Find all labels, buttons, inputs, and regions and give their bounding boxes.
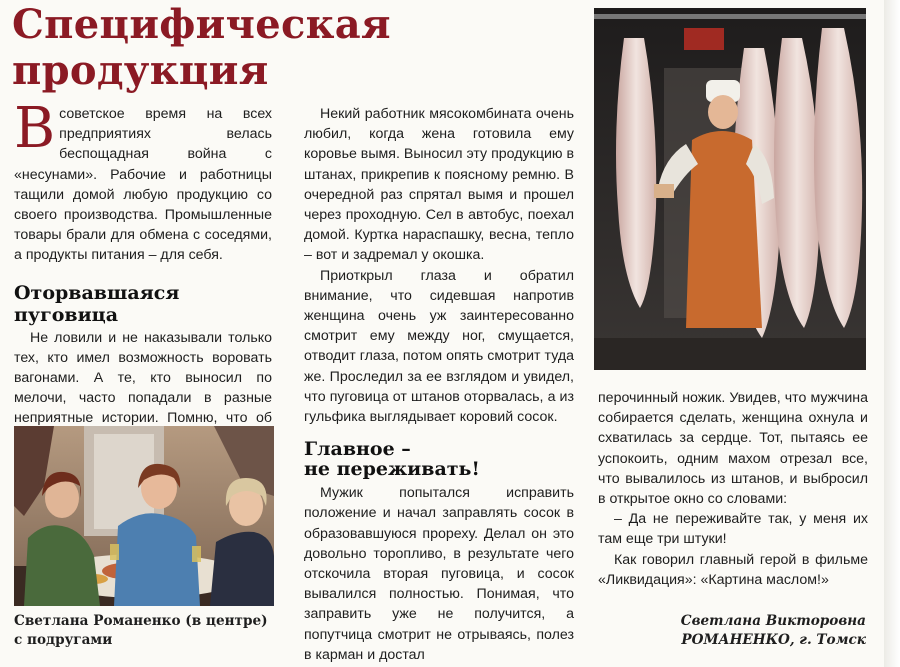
article-headline: Специфическая продукция <box>12 1 391 94</box>
drop-cap: В <box>14 96 56 161</box>
intro-paragraph <box>14 96 272 266</box>
subhead-dont-worry-line-2: не переживать! <box>304 458 480 481</box>
paragraph-woman-looks: Приоткрыл глаза и обратил внимание, что сидевшая напротив женщина очень уж заинтересованно смотрит ему между ног, смущается, отводит глаза, потом опять смотрит туда же. Проследил за ее взглядом и увидел, что пуговица от штанов оторвалась, а из гульфика выглядывает коровий сосок. <box>304 267 574 426</box>
paragraph-dont-worry-quote: – Да не переживайте так, у меня их там еще три штуки! <box>598 511 868 548</box>
caption-line-1: Светлана Романенко (в центре) <box>14 613 268 629</box>
women-photo-illustration <box>14 426 274 606</box>
photo-caption <box>14 612 274 650</box>
women-photo <box>14 426 274 606</box>
paragraph-meat-plant: Некий работник мясокомбината очень любил, когда жена готовила ему коровье вымя. Выносил эту продукцию в штанах, прикрепив к поясному ремню. В очередной раз спрятал вымя и прошел через проходную. Сел в автобус, поехал домой. Куртка нараспашку, весна, тепло – вот и задремал у окошка. <box>304 106 574 264</box>
paragraph-liquidation-quote: Как говорил главный герой в фильме «Ликвидация»: «Картина маслом!» <box>598 551 868 588</box>
page-edge <box>884 0 900 667</box>
subhead-dont-worry <box>304 439 574 479</box>
author-signature <box>598 612 866 650</box>
signature-line-1: Светлана Викторовна <box>680 613 866 629</box>
column-2 <box>304 104 574 665</box>
meat-plant-photo <box>594 8 866 370</box>
paragraph-fix-attempt: Мужик попытался исправить положение и начал заправлять сосок в образовавшуюся прореху. Делал он это довольно торопливо, в результате чего отскочила вторая пуговица, и сосок вывалился полностью. Понимая, что заправить уже не получится, а попутчица смотрит не отрываясь, полез в карман и достал <box>304 485 574 663</box>
subhead-dont-worry-line-1: Главное – <box>304 438 411 461</box>
subhead-button-lost: Оторвавшаяся пуговица <box>14 281 180 326</box>
column-3 <box>598 388 868 590</box>
signature-line-2: РОМАНЕНКО, г. Томск <box>681 632 866 648</box>
paragraph-button-lost: Не ловили и не наказывали только тех, кто имел возможность воровать вагонами. А те, кто выносил по мелочи, часто попадали в разные неприятные истории. Помню, что об <box>14 329 272 427</box>
column-1 <box>14 96 272 469</box>
meat-plant-illustration <box>594 8 866 370</box>
caption-line-2: с подругами <box>14 632 113 648</box>
paragraph-knife: перочинный ножик. Увидев, что мужчина собирается сделать, женщина охнула и схватилась за сердце. Тот, пытаясь ее успокоить, одним махом отрезал все, что вывалилось из штанов, и выбросил в открытое окно со словами: <box>598 390 868 508</box>
intro-text: советское время на всех предприятиях велась беспощадная война с «несунами». Рабочие и работницы тащили домой любую продукцию со своего производства. Промышленные товары брали для обмена с соседями, а продукты питания – для себя. <box>14 106 272 264</box>
